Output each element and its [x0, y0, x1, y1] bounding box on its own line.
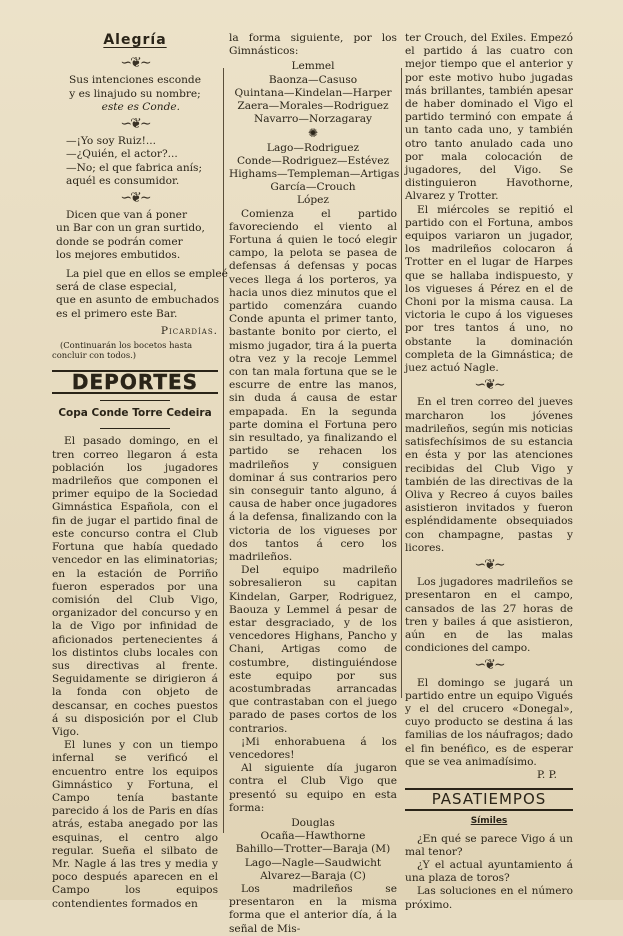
- lineup-line: Lemmel: [291, 60, 335, 73]
- column-divider: [401, 68, 402, 698]
- section-heading-alegria: Alegría: [103, 32, 167, 48]
- article-paragraph: la forma siguiente, por los Gimnásticos:: [229, 32, 397, 58]
- fleuron-ornament: ∽❦∼: [474, 377, 504, 394]
- article-paragraph: En el tren correo del jueves marcharon los jóvenes madrileños, según mis noticias satisfechísimos de su estancia en ésta y por las atenciones recibidas del Club Vigo y también de las directivas de la Oliva y Recreo á cuyos bailes asistieron invitados y fueron espléndidamente obsequiados con champagne, pastas y licores.: [405, 396, 573, 554]
- article-paragraph: El miércoles se repitió el partido con el Fortuna, ambos equipos variaron un jugador, los madrileños colocaron á Trotter en el lugar de Harpes que se hallaba indispuesto, y los vigueses á Pérez en el de Choni por la misma causa. La victoria le cupo á los vigueses por tres tantos á uno, no obstante la dominación completa de la Gimnástica; de juez actuó Nagle.: [405, 203, 573, 375]
- verse-line: aquél es consumidor.: [66, 174, 180, 187]
- article-paragraph: El domingo se jugará un partido entre un equipo Vigués y el del crucero «Donegal», cuyo producto se destina á las familias de los náufragos; dado el fin benéfico, es de esperar que se vea animadísimo.: [405, 676, 573, 768]
- lineup-line: Bahillo—Trotter—Baraja (M): [235, 843, 391, 856]
- verse-stanza: [52, 209, 218, 262]
- verse-stanza: [52, 135, 218, 188]
- verse-stanza: [52, 74, 218, 114]
- article-paragraph: Los madrileños se presentaron en la misma forma que el anterior día, á la señal de Mis-: [229, 883, 397, 935]
- continuation-note: (Continuarán los bocetos hasta concluir con todos.): [52, 340, 193, 361]
- lineup-line: Douglas: [291, 816, 335, 829]
- column-3: [405, 32, 573, 912]
- column-divider: [223, 68, 224, 833]
- verse-line: este es Conde.: [101, 100, 180, 113]
- rosette-ornament: ✺: [307, 126, 319, 141]
- lineup-line: Ocaña—Hawthorne: [260, 830, 366, 843]
- column-1: [52, 32, 228, 911]
- subheading-similes: Símiles: [470, 816, 508, 827]
- puzzle-question: ¿Y el actual ayuntamiento á una plaza de toros?: [405, 858, 573, 885]
- lineup-line: Alvarez—Baraja (C): [260, 869, 366, 882]
- verse-line: La piel que en ellos se empleé: [66, 268, 228, 281]
- article-paragraph: El lunes y con un tiempo infernal se verificó el encuentro entre los equipos Gimnástico y Fortuna, el Campo tenía bastante parecido á los de Paris en días atrás, estaba anegado por las esquinas, el centro algo regular. Sueña el silbato de Mr. Nagle á las tres y media y poco después aparecen en el Campo los equipos contendientes formados en: [52, 739, 218, 910]
- verse-line: es el primero este Bar.: [56, 307, 178, 320]
- lineup-line: García—Crouch: [270, 181, 356, 194]
- team-lineup: [229, 817, 397, 883]
- article-paragraph: Los jugadores madrileños se presentaron en el campo, cansados de las 27 horas de tren y bailes á que asistieron, aún en de las malas condiciones del campo.: [405, 576, 573, 655]
- lineup-line: Baonza—Casuso: [268, 73, 358, 86]
- lineup-line: Quintana—Kindelan—Harper: [234, 86, 392, 99]
- lineup-line: Lago—Nagle—Saudwicht: [244, 856, 382, 869]
- section-heading-deportes: DEPORTES: [52, 370, 218, 394]
- article-subheading: Copa Conde Torre Cedeira: [58, 407, 212, 420]
- article-paragraph: Del equipo madrileño sobresalieron su capitan Kindelan, Garper, Rodriguez, Baouza y Lemmel á pesar de estar desgraciado, y de los vencedores Highans, Pancho y Chani, Artigas como de costumbre, distinguiéndose este equipo por sus acostumbradas arrancadas que contrastaban con el juego parado de pases cortos de los contrarios.: [229, 564, 397, 735]
- fleuron-ornament: ∽❦∼: [120, 55, 150, 72]
- verse-line: —No; el que fabrica anís;: [66, 161, 203, 174]
- puzzle-question: ¿En qué se parece Vigo á un mal tenor?: [405, 832, 573, 858]
- verse-stanza: [52, 268, 228, 321]
- verse-line: que en asunto de embuchados: [56, 294, 220, 307]
- signature: P. P.: [536, 768, 557, 781]
- verse-line: —¡Yo soy Ruiz!...: [66, 135, 156, 148]
- lineup-line: Conde—Rodriguez—Estévez: [236, 154, 390, 167]
- lineup-line: Highams—Templeman—Artigas: [229, 168, 400, 181]
- lineup-line: Navarro—Norzagaray: [253, 113, 373, 126]
- column-2: [229, 32, 400, 936]
- solutions-note: Las soluciones en el número próximo.: [405, 885, 573, 911]
- verse-line: un Bar con un gran surtido,: [56, 222, 205, 235]
- verse-line: —¿Quién, el actor?...: [66, 148, 178, 161]
- divider: [100, 428, 170, 429]
- signature: Picardías.: [160, 324, 218, 337]
- divider: [100, 400, 170, 401]
- lineup-line: López: [296, 194, 330, 207]
- verse-line: Sus intenciones esconde: [69, 74, 201, 87]
- section-heading-pasatiempos: PASATIEMPOS: [405, 788, 573, 811]
- team-lineup: [229, 60, 397, 126]
- verse-line: donde se podrán comer: [56, 235, 183, 248]
- article-paragraph: El pasado domingo, en el tren correo llegaron á esta población los jugadores madrileños que componen el primer equipo de la Sociedad Gimnástica Española, con el fin de jugar el partido final de este concurso contra el Club Fortuna que había quedado vencedor en las eliminatorias; en la estación de Porriño fueron esperados por una comisión del Club Vigo, organizador del concurso y en la de Vigo por infinidad de aficionados pertenecientes á los distintos clubs locales con sus directivas al frente. Seguidamente se dirigieron á la fonda con objeto de descansar, en coches puestos á su disposición por el Club Vigo.: [52, 435, 218, 738]
- fleuron-ornament: ∽❦∼: [120, 116, 150, 133]
- verse-line: será de clase especial,: [56, 281, 177, 294]
- article-paragraph: ter Crouch, del Exiles. Empezó el partido á las cuatro con mejor tiempo que el anterior y por este motivo hubo jugadas más brillantes, también apesar de haber dominado el Vigo el partido terminó con empate á un tanto cada uno, y también otro tanto anulado cada uno por mala colocación de jugadores, del Vigo. Se distinguieron Havothorne, Alvarez y Trotter.: [405, 32, 573, 203]
- verse-line: Dicen que van á poner: [66, 209, 188, 222]
- verse-line: los mejores embutidos.: [56, 248, 181, 261]
- article-paragraph: Al siguiente día jugaron contra el Club Vigo que presentó su equipo en esta forma:: [229, 762, 397, 814]
- fleuron-ornament: ∽❦∼: [120, 190, 150, 207]
- article-paragraph: ¡Mi enhorabuena á los vencedores!: [229, 735, 397, 761]
- fleuron-ornament: ∽❦∼: [474, 556, 504, 573]
- lineup-line: Zaera—Morales—Rodriguez: [237, 100, 389, 113]
- fleuron-ornament: ∽❦∼: [474, 657, 504, 674]
- lineup-line: Lago—Rodriguez: [266, 141, 360, 154]
- verse-line: y es linajudo su nombre;: [69, 87, 201, 100]
- article-paragraph: Comienza el partido favoreciendo el viento al Fortuna á quien le tocó elegir campo, la pelota se pasea de defensas á defensas y pocas veces llega á los porteros, ya hacia unos diez minutos que el partido comenzára cuando Conde apunta el primer tanto, bastante bonito por cierto, el mismo jugador, tira á la puerta otra vez y la recoje Lemmel con tan mala fortuna que se le escurre de entre las manos, sin duda á causa de estar empapada. En la segunda parte domina el Fortuna pero sin resultado, ya finalizando el partido se rehacen los madrileños y consiguen dominar á sus contrarios pero sin conseguir tanto alguno, á causa de haber once jugadores á la defensa, finalizando con la victoria de los vigueses por dos tantos á cero los madrileños.: [229, 207, 397, 563]
- team-lineup: [229, 141, 400, 208]
